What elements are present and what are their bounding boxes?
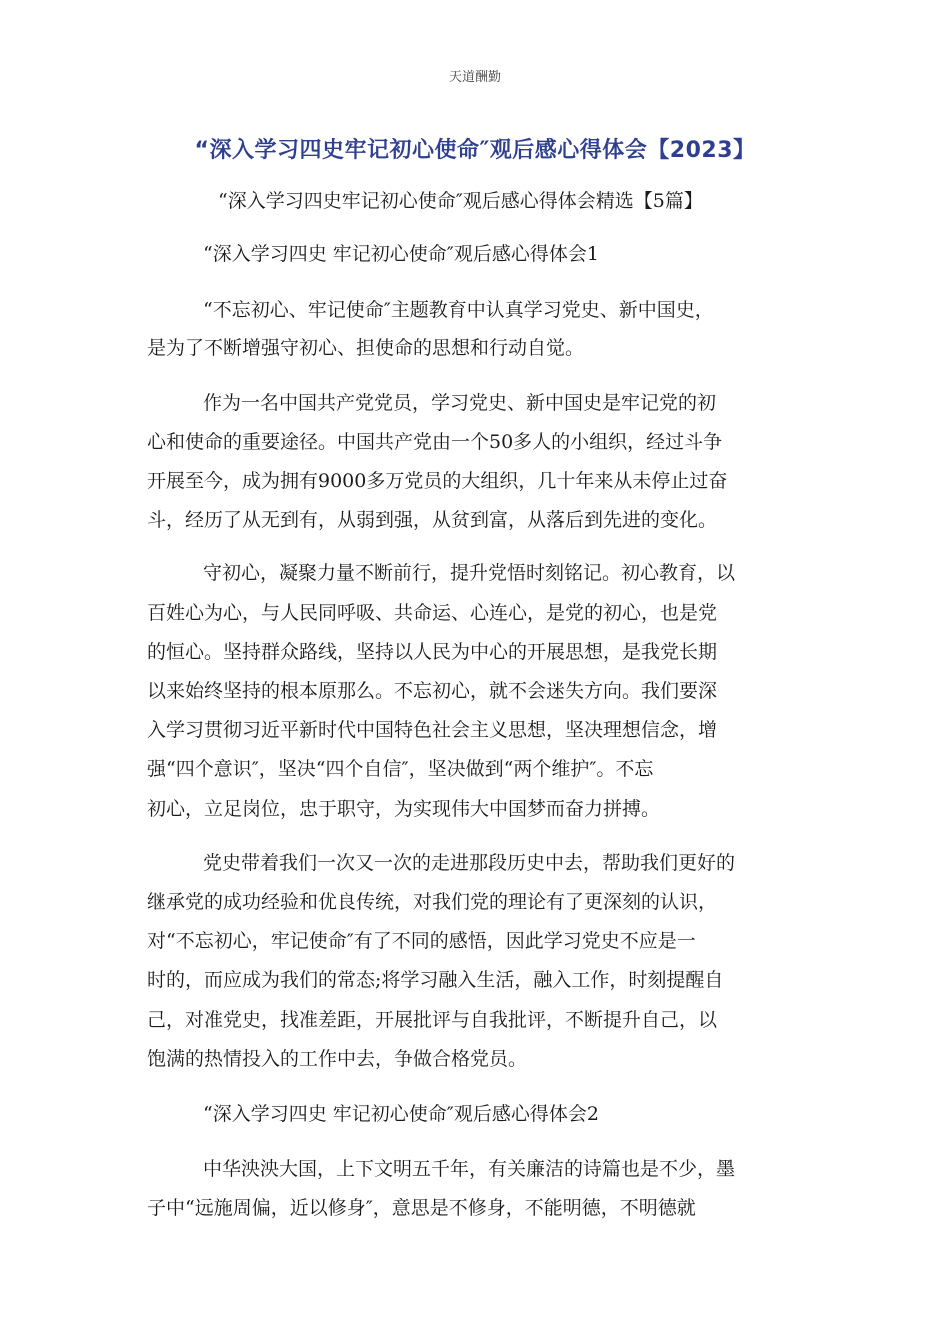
paragraph-line: 党史带着我们一次又一次的走进那段历史中去，帮助我们更好的 — [203, 852, 736, 874]
paragraph-line: 斗，经历了从无到有，从弱到强，从贫到富，从落后到先进的变化。 — [147, 509, 718, 531]
paragraph-line: 守初心，凝聚力量不断前行，提升党悟时刻铭记。初心教育，以 — [203, 562, 736, 584]
paragraph-line: 强“四个意识″，坚决“四个自信″，坚决做到“两个维护″。不忘 — [147, 758, 654, 780]
paragraph-line: 继承党的成功经验和优良传统，对我们党的理论有了更深刻的认识， — [147, 891, 718, 913]
paragraph-line: 入学习贯彻习近平新时代中国特色社会主义思想，坚决理想信念，增 — [147, 719, 718, 741]
paragraph-line: 饱满的热情投入的工作中去，争做合格党员。 — [147, 1048, 528, 1070]
paragraph-line: 开展至今，成为拥有9000多万党员的大组织，几十年来从未停止过奋 — [147, 470, 728, 492]
paragraph-line: 己，对准党史，找准差距，开展批评与自我批评，不断提升自己，以 — [147, 1009, 718, 1031]
paragraph-line: 子中“远施周偏，近以修身″，意思是不修身，不能明德，不明德就 — [147, 1197, 696, 1219]
paragraph-line: 作为一名中国共产党党员，学习党史、新中国史是牢记党的初 — [203, 392, 717, 414]
paragraph-line: 百姓心为心，与人民同呼吸、共命运、心连心，是党的初心，也是党 — [147, 602, 718, 624]
paragraph-line: 中华泱泱大国，上下文明五千年，有关廉洁的诗篇也是不少，墨 — [203, 1158, 736, 1180]
paragraph-line: 心和使命的重要途径。中国共产党由一个50多人的小组织，经过斗争 — [147, 431, 723, 453]
paragraph-line: 以来始终坚持的根本原那么。不忘初心，就不会迷失方向。我们要深 — [147, 680, 718, 702]
paragraph-line: “不忘初心、牢记使命″主题教育中认真学习党史、新中国史， — [203, 299, 714, 321]
paragraph-line: 时的，而应成为我们的常态;将学习融入生活，融入工作，时刻提醒自 — [147, 969, 724, 991]
section-heading-2: “深入学习四史 牢记初心使命″观后感心得体会2 — [203, 1103, 599, 1125]
document-title: “深入学习四史牢记初心使命″观后感心得体会【2023】 — [194, 138, 756, 163]
paragraph-line: 是为了不断增强守初心、担使命的思想和行动自觉。 — [147, 337, 585, 359]
document-subtitle: “深入学习四史牢记初心使命″观后感心得体会精选【5篇】 — [218, 190, 703, 212]
paragraph-line: 初心，立足岗位，忠于职守，为实现伟大中国梦而奋力拼搏。 — [147, 798, 661, 820]
section-heading-1: “深入学习四史 牢记初心使命″观后感心得体会1 — [203, 243, 599, 265]
paragraph-line: 的恒心。坚持群众路线，坚持以人民为中心的开展思想，是我党长期 — [147, 641, 718, 663]
header-mark: 天道酬勤 — [448, 70, 501, 85]
paragraph-line: 对“不忘初心，牢记使命″有了不同的感悟，因此学习党史不应是一 — [147, 930, 696, 952]
